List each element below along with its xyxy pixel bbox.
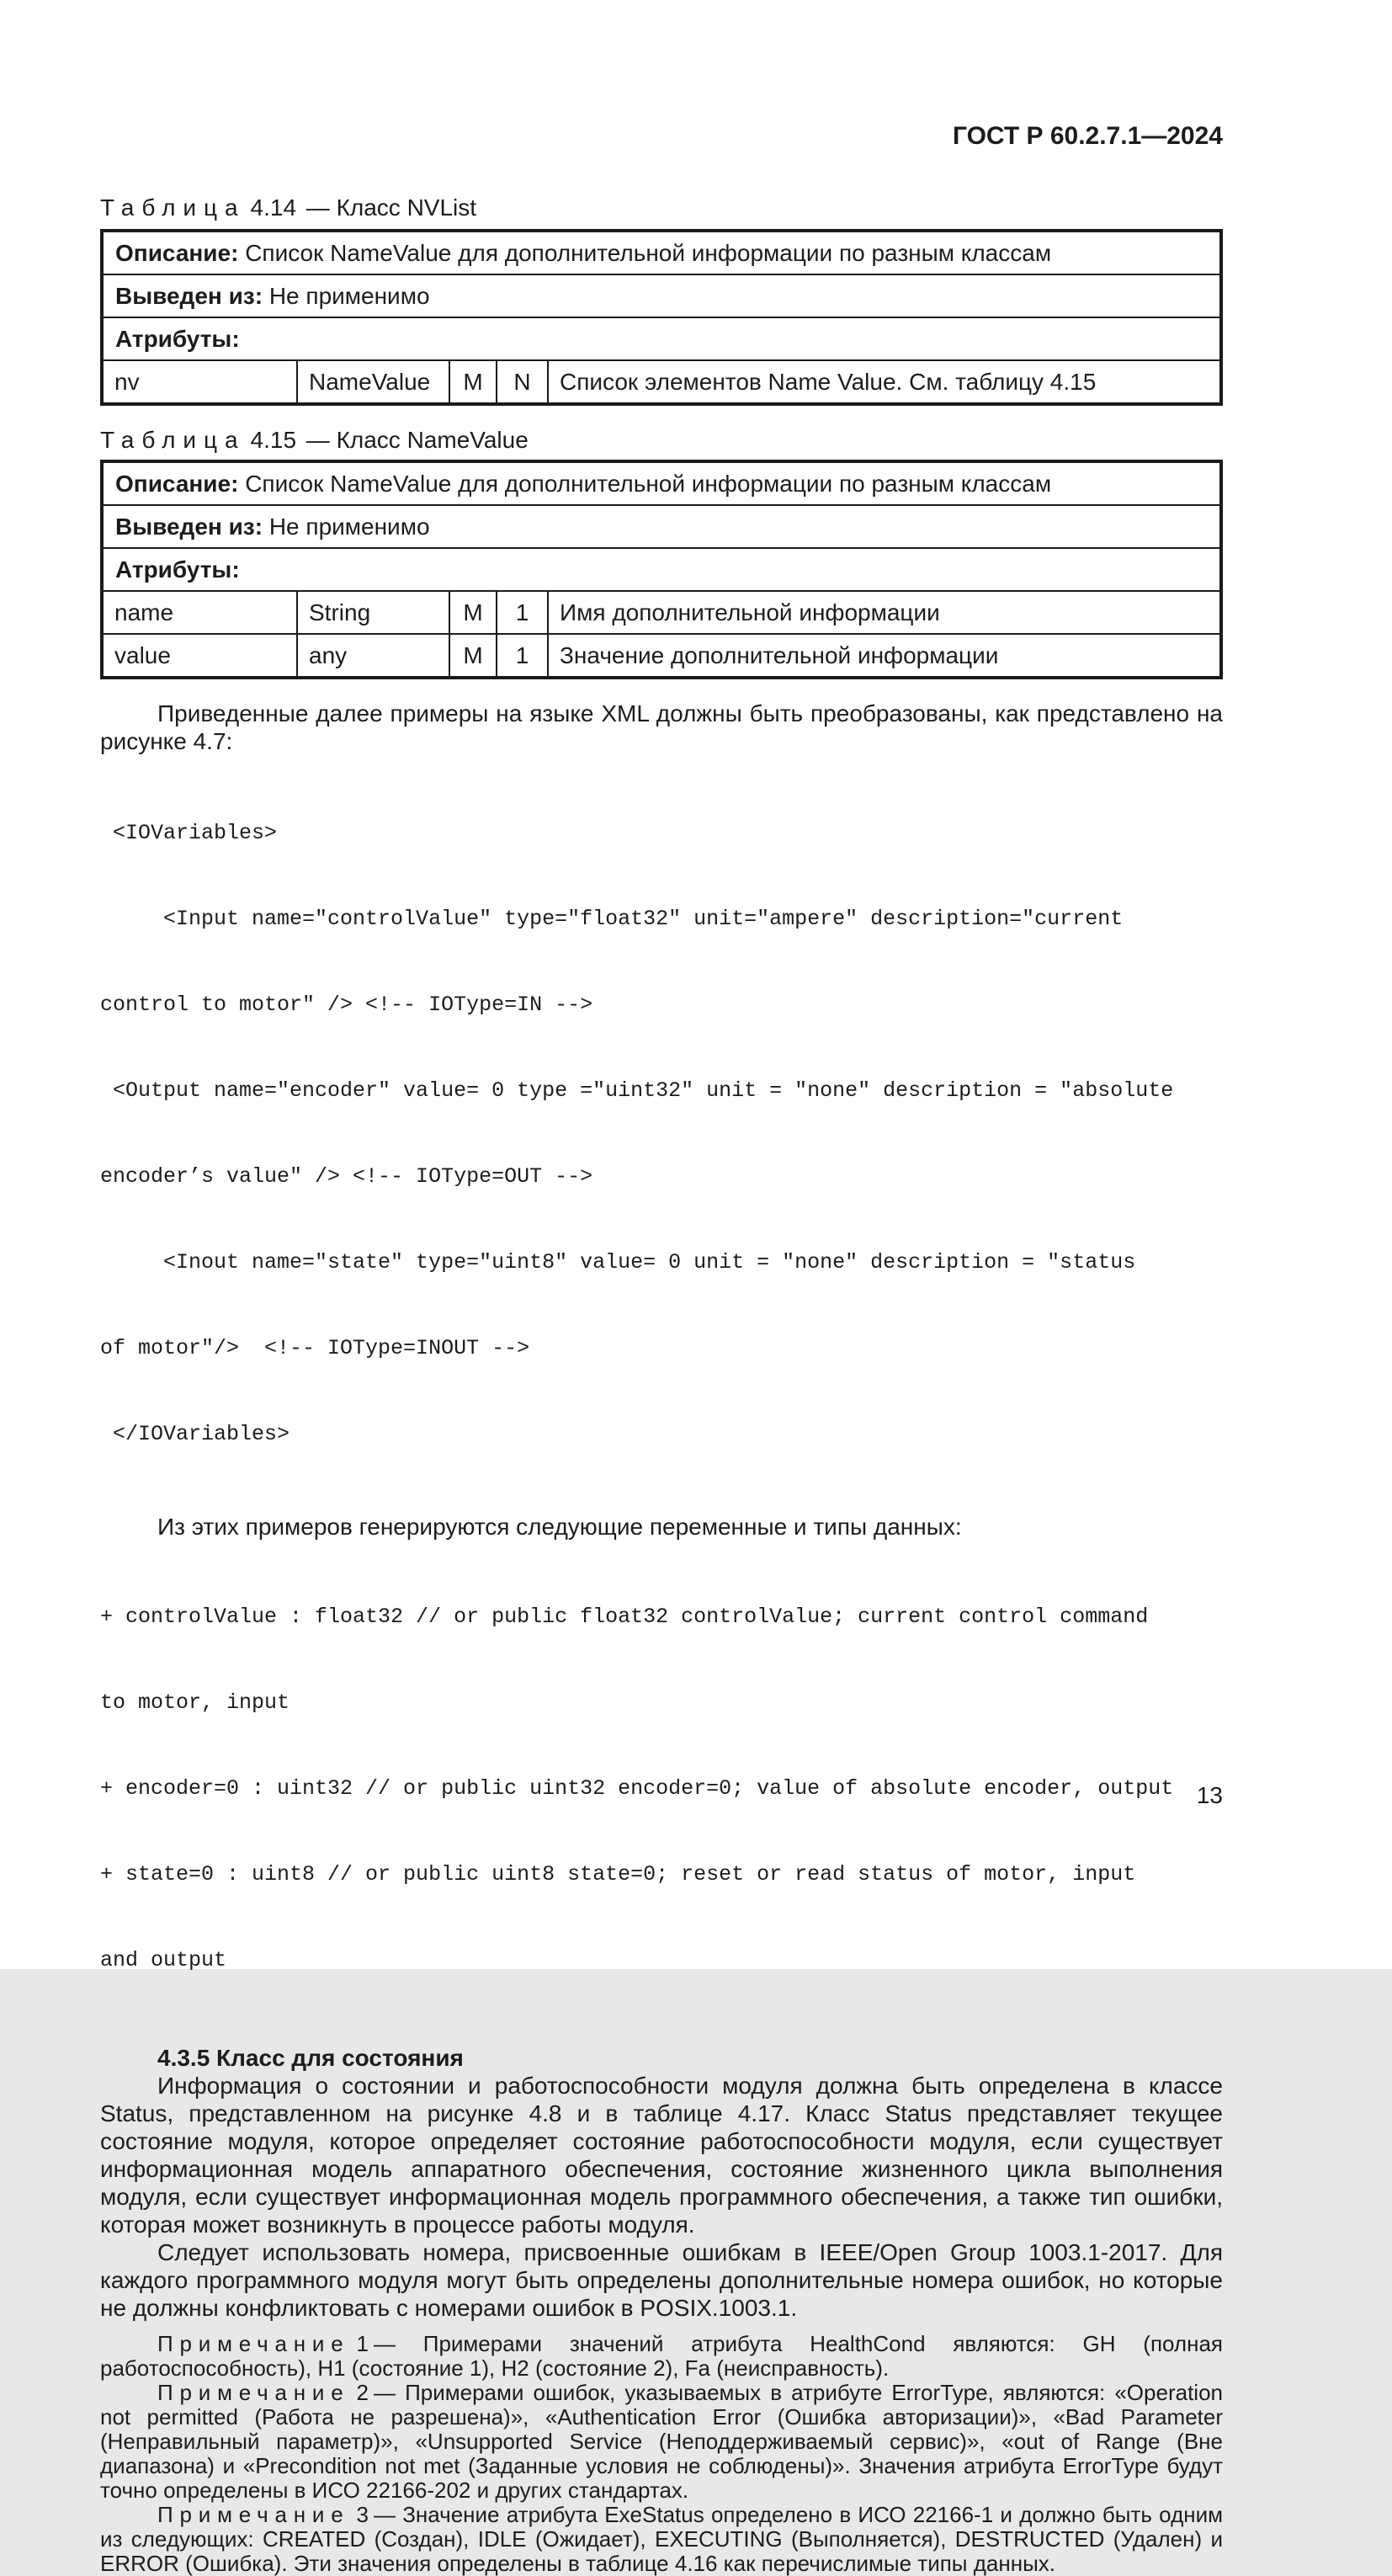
note-1 <box>100 2332 1223 2381</box>
attr-mandatory: M <box>449 635 496 676</box>
code-line: <IOVariables> <box>100 821 278 845</box>
code-line: <Inout name="state" type="uint8" value= 0 unit = "none" description = "status <box>100 1250 1136 1275</box>
description-text: Список NameValue для дополнительной информации по разным классам <box>245 239 1052 266</box>
attribute-row <box>104 590 1219 633</box>
table-4-15-caption <box>100 426 1223 455</box>
table-row-description <box>104 463 1219 504</box>
table-4-15 <box>100 460 1223 679</box>
paragraph-generated-intro: Из этих примеров генерируются следующие переменные и типы данных: <box>157 1514 962 1540</box>
document-header: ГОСТ Р 60.2.7.1—2024 <box>952 122 1223 150</box>
attr-multiplicity: 1 <box>496 635 547 676</box>
note-label: Примечание <box>157 2502 350 2527</box>
attr-name: nv <box>114 368 140 395</box>
description-text: Список NameValue для дополнительной информации по разным классам <box>245 470 1052 497</box>
caption-word: Таблица <box>100 194 246 221</box>
variables-code-block <box>100 1546 1223 2032</box>
attr-mandatory: M <box>449 592 496 633</box>
caption-word: Таблица <box>100 427 246 453</box>
table-4-14-caption <box>100 194 1223 222</box>
code-line: <Input name="controlValue" type="float32" unit="ampere" description="current <box>100 907 1124 931</box>
table-row-attributes-header <box>104 317 1219 359</box>
note-text: — Примерами ошибок, указываемых в атрибуте ErrorType, являются: «Operation not permitted (Работа не разрешена)», «Authentication Error (Ошибка авторизации)», «Bad Parameter (Неправильный параметр)», «Unsupported Service (Неподдерживаемый сервис)», «out of Range (Вне диапазона) и «Precondition not met (Заданные условия не соблюдены)». Значения атрибута ErrorType будут точно определены в ИСО 22166-202 и других стандартах. <box>100 2380 1223 2503</box>
derived-text: Не применимо <box>268 513 430 540</box>
description-label: Описание: <box>115 239 239 266</box>
code-line: and output <box>100 1948 227 1972</box>
code-line: encoder’s value" /> <!-- IOType=OUT --> <box>100 1164 593 1189</box>
note-3 <box>100 2503 1223 2576</box>
attr-description: Список элементов Name Value. См. таблицу 4.15 <box>547 361 1219 402</box>
note-text: — Примерами значений атрибута HealthCond являются: GH (полная работоспособность), H1 (состояние 1), H2 (состояние 2), Fa (неисправность). <box>100 2331 1223 2381</box>
attribute-row <box>104 359 1219 402</box>
note-label: Примечание <box>157 2380 350 2405</box>
table-row-attributes-header <box>104 547 1219 590</box>
code-line: to motor, input <box>100 1690 290 1715</box>
code-line: </IOVariables> <box>100 1422 290 1446</box>
table-row-description <box>104 232 1219 274</box>
xml-code-block <box>100 762 1223 1506</box>
attr-mandatory: M <box>449 361 496 402</box>
attr-type: any <box>296 635 449 676</box>
table-row-derived-from <box>104 504 1219 547</box>
note-number: 2 <box>356 2380 369 2405</box>
attributes-label: Атрибуты: <box>115 325 240 352</box>
caption-number: 4.15 <box>250 427 297 453</box>
attr-type: String <box>296 592 449 633</box>
description-label: Описание: <box>115 470 239 497</box>
derived-label: Выведен из: <box>115 282 263 309</box>
caption-title: — Класс NVList <box>305 194 477 221</box>
attr-type: NameValue <box>296 361 449 402</box>
caption-title: — Класс NameValue <box>305 427 529 453</box>
attr-name: name <box>114 599 174 625</box>
note-number: 3 <box>356 2502 369 2527</box>
code-line: <Output name="encoder" value= 0 type ="uint32" unit = "none" description = "absolute <box>100 1078 1174 1103</box>
code-line: + state=0 : uint8 // or public uint8 state=0; reset or read status of motor, input <box>100 1862 1136 1887</box>
paragraph-status-class: Информация о состоянии и работоспособности модуля должна быть определена в классе Status, представленном на рисунке 4.8 и в таблице 4.17. Класс Status представляет текущее состояние модуля, которое определяет состояние работоспособности модуля, если существует информационная модель аппаратного обеспечения, состояние жизненного цикла выполнения модуля, если существует информационная модель программного обеспечения, а также тип ошибки, которая может возникнуть в процессе работы модуля. <box>100 2073 1223 2238</box>
page-content <box>100 0 1223 2576</box>
derived-label: Выведен из: <box>115 513 263 540</box>
attr-name: value <box>114 641 171 668</box>
page-number: 13 <box>1196 1782 1223 1808</box>
attribute-row <box>104 633 1219 676</box>
caption-number: 4.14 <box>250 194 297 221</box>
paragraph-error-numbers: Следует использовать номера, присвоенные ошибкам в IEEE/Open Group 1003.1-2017. Для каждого программного модуля могут быть определены дополнительные номера ошибок, но которые не должны конфликтовать с номерами ошибок в POSIX.1003.1. <box>100 2239 1223 2321</box>
attr-description: Значение дополнительной информации <box>547 635 1219 676</box>
code-line: control to motor" /> <!-- IOType=IN --> <box>100 993 593 1017</box>
section-heading-4-3-5: 4.3.5 Класс для состояния <box>157 2045 464 2071</box>
code-line: of motor"/> <!-- IOType=INOUT --> <box>100 1336 530 1360</box>
note-2 <box>100 2381 1223 2503</box>
note-number: 1 <box>356 2331 369 2356</box>
note-text: — Значение атрибута ExeStatus определено в ИСО 22166-1 и должно быть одним из следующих: CREATED (Создан), IDLE (Ожидает), EXECUTING (Выполняется), DESTRUCTED (Удален) и ERROR (Ошибка). Эти значения определены в таблице 4.16 как перечислимые типы данных. <box>100 2502 1223 2576</box>
table-4-14 <box>100 229 1223 406</box>
derived-text: Не применимо <box>268 282 430 309</box>
attributes-label: Атрибуты: <box>115 556 240 583</box>
note-label: Примечание <box>157 2331 350 2356</box>
attr-multiplicity: N <box>496 361 547 402</box>
code-line: + controlValue : float32 // or public float32 controlValue; current control command <box>100 1605 1149 1629</box>
paragraph-xml-intro: Приведенные далее примеры на языке XML должны быть преобразованы, как представлено на рисунке 4.7: <box>100 700 1223 754</box>
attr-multiplicity: 1 <box>496 592 547 633</box>
table-row-derived-from <box>104 274 1219 317</box>
code-line: + encoder=0 : uint32 // or public uint32 encoder=0; value of absolute encoder, output <box>100 1776 1174 1801</box>
attr-description: Имя дополнительной информации <box>547 592 1219 633</box>
